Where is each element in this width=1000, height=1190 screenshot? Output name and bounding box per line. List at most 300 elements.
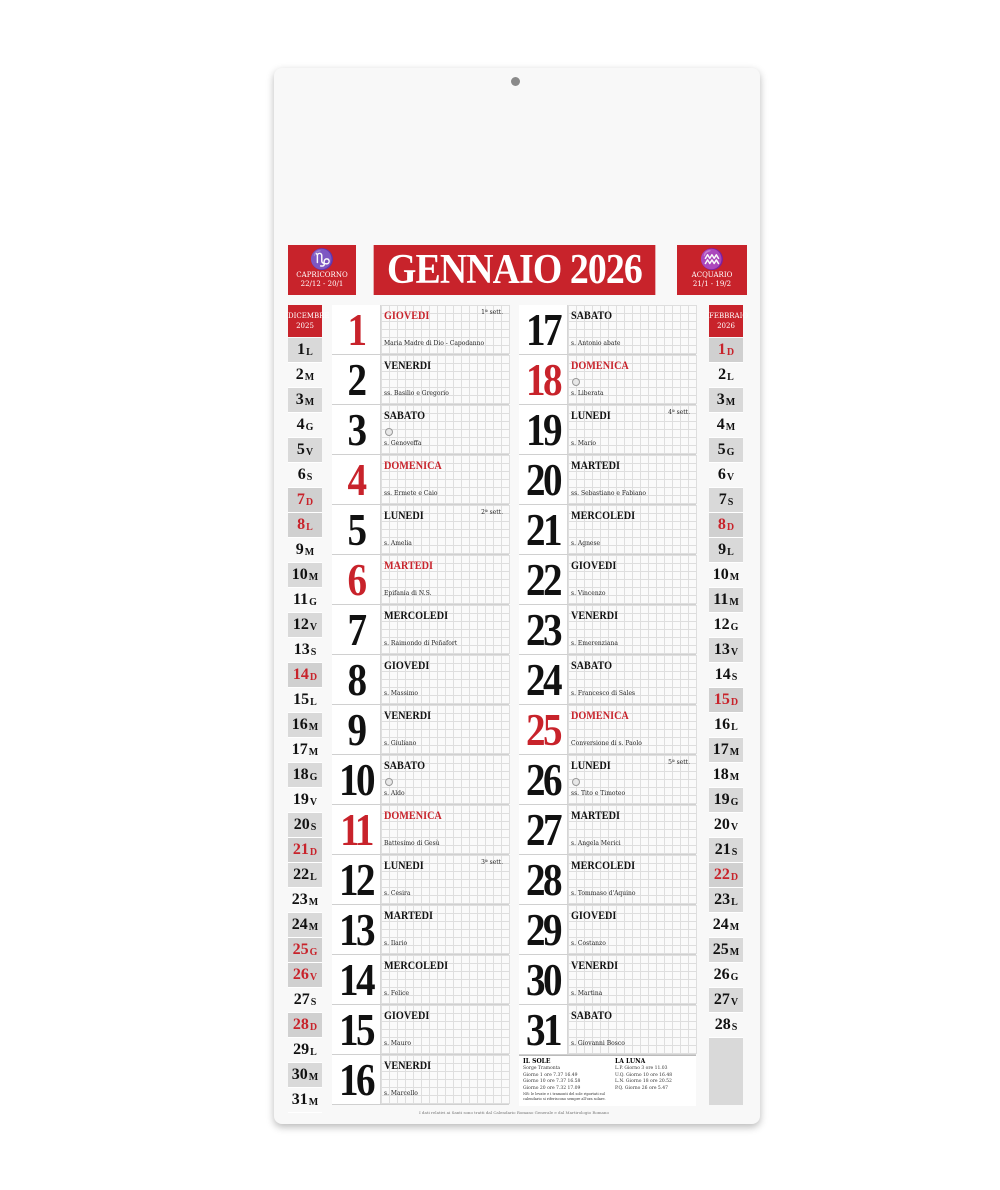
side-day-number: 14 [292,666,309,683]
moon-line: L.N. Giorno 18 ore 20.52 [615,1079,672,1084]
zodiac-right-dates: 21/1 - 19/2 [692,280,732,288]
week-number: 1ª sett. [481,309,503,316]
side-day-weekday: V [309,621,318,633]
zodiac-left [288,245,356,295]
side-day-number: 15 [713,691,730,708]
saint-name: s. Marcello [384,1090,418,1097]
side-day-item [709,513,743,538]
side-day-number: 31 [291,1091,308,1108]
side-day-number: 2 [718,366,727,383]
side-day-item [709,488,743,513]
side-day-weekday: L [310,696,317,708]
side-day-weekday: L [306,521,313,533]
side-day-item [288,1038,322,1063]
side-day-item [709,713,743,738]
side-day-number: 5 [296,441,305,458]
side-day-item [288,513,322,538]
day-number: 16 [339,1054,373,1105]
capricorn-icon: ♑ [309,247,335,271]
side-day-number: 11 [293,591,309,608]
side-day-item [709,613,743,638]
saint-name: s. Cesira [384,890,411,897]
side-day-weekday: L [727,371,734,383]
day-number: 18 [526,354,560,405]
day-number: 23 [526,604,560,655]
moon-phase-icon [385,428,393,436]
day-row [519,805,696,855]
day-row [519,905,696,955]
day-number: 22 [526,554,560,605]
side-day-item [709,813,743,838]
side-day-item [709,738,743,763]
saint-name: s. Liberata [571,390,604,397]
side-day-number: 12 [292,616,309,633]
side-day-number: 6 [717,466,726,483]
side-day-number: 24 [712,916,729,933]
side-day-weekday: D [726,346,735,358]
day-number: 19 [526,404,560,455]
day-name: SABATO [571,308,613,322]
day-row [519,605,696,655]
side-day-item [288,988,322,1013]
zodiac-right-name: ACQUARIO [691,271,733,279]
prev-month-year: 2025 [296,322,314,330]
side-day-item [709,538,743,563]
side-day-number: 26 [713,966,730,983]
day-number: 20 [526,454,560,505]
saint-name: s. Raimondo di Peñafort [384,640,458,647]
day-name: MARTEDI [384,908,433,922]
saint-name: s. Mario [571,440,597,447]
side-day-number: 12 [713,616,730,633]
moon-line: L.P. Giorno 3 ore 11.03 [615,1066,668,1071]
side-day-item [288,813,322,838]
day-row [332,905,509,955]
side-day-weekday: L [731,721,738,733]
moon-phase-icon [385,778,393,786]
saint-name: Epifania di N.S. [384,590,432,597]
day-name: GIOVEDI [384,658,430,672]
day-number: 13 [339,904,373,955]
side-day-weekday: M [729,596,739,608]
side-day-number: 13 [293,641,310,658]
day-number: 10 [339,754,373,805]
day-number: 15 [339,1004,373,1055]
side-day-weekday: M [308,1096,319,1108]
day-name: VENERDI [571,608,619,622]
days-column-2 [519,305,696,1055]
next-month-list [709,338,743,1038]
day-row [332,1005,509,1055]
side-day-item [709,438,743,463]
calendar-title: GENNAIO 2026 [374,245,656,295]
side-day-weekday: M [308,1071,319,1083]
side-day-item [288,538,322,563]
saint-name: s. Giovanni Bosco [571,1040,625,1047]
day-row [519,855,696,905]
side-day-item [288,863,322,888]
side-day-number: 21 [292,841,309,858]
saint-name: s. Costanzo [571,940,606,947]
day-name: DOMENICA [571,358,629,372]
side-day-weekday: M [308,721,319,733]
side-day-item [709,338,743,363]
side-day-number: 18 [712,766,729,783]
saint-name: s. Aldo [384,790,405,797]
day-number: 2 [347,354,365,405]
day-name: VENERDI [384,358,432,372]
day-name: VENERDI [384,708,432,722]
side-day-weekday: M [308,921,319,933]
day-row [519,405,696,455]
day-number: 25 [526,704,560,755]
side-day-weekday: M [729,746,740,758]
day-row [332,805,509,855]
side-day-number: 22 [713,866,730,883]
side-day-weekday: G [305,421,314,433]
side-day-weekday: L [731,896,738,908]
side-day-number: 25 [292,941,309,958]
saint-name: s. Genoveffa [384,440,422,447]
side-day-number: 28 [714,1016,731,1033]
day-number: 7 [347,604,365,655]
day-row [332,455,509,505]
day-name: MARTEDI [384,558,433,572]
saint-name: s. Martina [571,990,603,997]
sun-line: Giorno 20 ore 7.32 17.09 [523,1085,581,1091]
days-column-1 [332,305,509,1105]
side-day-item [709,413,743,438]
saint-name: s. Emerenziana [571,640,618,647]
day-row [332,305,509,355]
side-day-item [288,663,322,688]
side-day-item [288,938,322,963]
side-day-number: 17 [291,741,308,758]
saint-name: s. Angela Merici [571,840,621,847]
side-day-item [709,388,743,413]
side-day-number: 4 [296,416,305,433]
next-month-filler [709,1038,743,1105]
day-name: SABATO [571,658,613,672]
side-day-item [288,338,322,363]
side-day-number: 24 [291,916,308,933]
side-day-item [709,763,743,788]
day-number: 4 [347,454,365,505]
side-day-number: 23 [714,891,731,908]
day-row [519,505,696,555]
saint-name: ss. Sebastiano e Fabiano [571,490,647,497]
day-name: LUNEDI [384,508,424,522]
side-day-item [288,713,322,738]
side-day-number: 10 [712,566,729,583]
side-day-weekday: G [730,796,739,808]
day-number: 9 [347,704,365,755]
side-day-weekday: M [308,571,319,583]
day-name: LUNEDI [571,758,611,772]
side-day-item [288,613,322,638]
side-day-weekday: D [726,521,735,533]
day-name: GIOVEDI [571,558,617,572]
sun-moon-info [519,1055,696,1106]
side-day-item [709,563,743,588]
day-name: VENERDI [571,958,619,972]
day-row [332,1055,509,1105]
side-day-item [288,688,322,713]
week-number: 4ª sett. [668,409,690,416]
day-name: MERCOLEDI [571,858,636,872]
side-day-item [288,963,322,988]
side-day-weekday: M [304,396,315,408]
side-day-weekday: V [309,796,318,808]
sun-title: IL SOLE [523,1058,551,1065]
day-name: DOMENICA [384,458,442,472]
day-row [332,955,509,1005]
side-day-weekday: M [304,371,315,383]
side-day-item [288,913,322,938]
moon-line: U.Q. Giorno 10 ore 16.48 [615,1072,673,1078]
side-day-item [288,1013,322,1038]
day-row [332,705,509,755]
day-number: 27 [526,804,560,855]
saint-name: s. Ilario [384,940,408,947]
side-day-weekday: D [305,496,314,508]
side-day-item [709,638,743,663]
day-name: MERCOLEDI [571,508,636,522]
side-day-number: 16 [714,716,731,733]
side-day-number: 4 [716,416,725,433]
day-number: 30 [526,954,560,1005]
side-day-weekday: M [725,396,736,408]
side-day-weekday: L [306,346,313,358]
day-row [519,655,696,705]
saint-name: s. Massimo [384,690,418,697]
day-number: 3 [347,404,365,455]
side-day-number: 9 [718,541,727,558]
next-month-name: FEBBRAIO [709,312,749,320]
side-day-weekday: D [309,1021,318,1033]
saint-name: s. Antonio abate [571,340,621,347]
side-day-item [709,863,743,888]
day-row [519,955,696,1005]
side-day-number: 8 [717,516,726,533]
day-row [332,655,509,705]
side-day-weekday: D [309,846,318,858]
side-day-weekday: M [308,746,319,758]
side-day-weekday: D [730,871,739,883]
zodiac-right [677,245,747,295]
hanging-hole [511,77,520,86]
sun-note: NB: le levate e i tramonti del sole riportati sul calendario si riferiscono sempre all'ora solare. [523,1092,606,1101]
day-name: GIOVEDI [384,308,430,322]
day-number: 31 [526,1004,560,1055]
side-day-item [709,888,743,913]
day-number: 21 [526,504,560,555]
side-day-number: 9 [295,541,304,558]
side-day-item [288,488,322,513]
day-name: DOMENICA [384,808,442,822]
day-number: 8 [347,654,365,705]
side-day-number: 30 [291,1066,308,1083]
side-day-weekday: M [725,421,736,433]
side-day-weekday: D [730,696,739,708]
side-day-number: 1 [297,341,306,358]
saint-name: s. Francesco di Sales [571,690,636,697]
side-day-item [288,788,322,813]
side-day-item [709,663,743,688]
side-day-number: 13 [713,641,730,658]
prev-month-list [288,338,322,1113]
moon-title: LA LUNA [615,1058,646,1065]
side-day-weekday: V [730,821,739,833]
side-day-item [288,563,322,588]
side-day-item [709,963,743,988]
side-day-number: 5 [717,441,726,458]
side-day-weekday: M [729,946,740,958]
side-day-weekday: S [731,671,738,683]
side-day-number: 16 [291,716,308,733]
side-day-number: 28 [292,1016,309,1033]
side-day-number: 3 [716,391,725,408]
side-day-item [709,688,743,713]
side-day-weekday: M [304,546,315,558]
day-name: MERCOLEDI [384,958,449,972]
sun-header: Sorge Tramonta [523,1066,561,1071]
side-day-weekday: V [730,996,739,1008]
saint-name: ss. Ermete e Caio [384,490,438,497]
side-day-number: 11 [713,591,729,608]
side-day-item [709,588,743,613]
side-day-item [288,888,322,913]
side-day-item [709,463,743,488]
day-number: 5 [347,504,365,555]
side-day-number: 7 [296,491,305,508]
day-row [519,1005,696,1055]
side-day-number: 19 [713,791,730,808]
moon-phase-icon [572,778,580,786]
saint-name: s. Vincenzo [571,590,606,597]
side-day-number: 3 [295,391,304,408]
day-row [519,455,696,505]
side-day-weekday: L [310,871,317,883]
week-number: 3ª sett. [481,859,503,866]
day-number: 26 [526,754,560,805]
side-day-item [288,588,322,613]
zodiac-left-name: CAPRICORNO [296,271,348,279]
side-day-weekday: V [305,446,314,458]
day-number: 1 [347,304,365,355]
side-day-number: 20 [293,816,310,833]
side-day-item [288,838,322,863]
side-day-number: 25 [712,941,729,958]
side-day-item [709,838,743,863]
side-day-number: 27 [713,991,730,1008]
side-day-item [288,438,322,463]
saint-name: s. Amelia [384,540,412,547]
side-day-item [288,638,322,663]
side-day-item [288,363,322,388]
side-day-item [288,1088,322,1113]
moon-info [615,1058,695,1092]
side-day-weekday: L [727,546,734,558]
side-day-weekday: V [309,971,318,983]
side-day-weekday: G [309,946,318,958]
saint-name: ss. Basilio e Gregorio [384,390,449,397]
saint-name: ss. Tito e Timoteo [571,790,626,797]
side-day-weekday: V [730,646,739,658]
day-name: MARTEDI [571,808,620,822]
side-day-number: 26 [292,966,309,983]
side-day-weekday: M [729,921,740,933]
side-day-number: 27 [293,991,310,1008]
week-number: 2ª sett. [481,509,503,516]
side-day-item [709,788,743,813]
prev-month-header [288,305,330,337]
side-day-number: 21 [714,841,731,858]
day-name: VENERDI [384,1058,432,1072]
day-number: 24 [526,654,560,705]
side-day-item [288,738,322,763]
side-day-number: 29 [293,1041,310,1058]
side-day-number: 17 [712,741,729,758]
side-day-number: 20 [713,816,730,833]
side-day-weekday: G [730,971,739,983]
side-day-weekday: S [306,471,313,483]
day-row [519,355,696,405]
day-row [332,405,509,455]
side-day-weekday: M [308,896,319,908]
day-number: 29 [526,904,560,955]
day-name: SABATO [384,408,426,422]
side-day-item [288,388,322,413]
side-day-weekday: G [730,621,739,633]
side-day-weekday: S [310,996,317,1008]
day-name: MERCOLEDI [384,608,449,622]
side-day-number: 23 [291,891,308,908]
side-day-weekday: V [726,471,735,483]
saint-name: s. Agnese [571,540,601,547]
prev-month-name: DICEMBRE [288,312,330,320]
sun-info [523,1058,609,1101]
day-number: 12 [339,854,373,905]
side-day-number: 7 [718,491,727,508]
side-day-number: 8 [297,516,306,533]
side-day-number: 19 [292,791,309,808]
aquarius-icon: ♒ [699,247,725,271]
side-day-item [709,938,743,963]
footer-note: I dati relativi ai Santi sono tratti dal Calendario Romano Generale e dal Martirologio Romano [419,1110,609,1115]
saint-name: s. Giuliano [384,740,417,747]
saint-name: s. Felice [384,990,410,997]
side-day-weekday: G [309,596,317,608]
day-name: MARTEDI [571,458,620,472]
day-row [332,505,509,555]
saint-name: s. Mauro [384,1040,411,1047]
day-row [332,355,509,405]
side-day-number: 18 [292,766,309,783]
side-day-weekday: S [310,646,317,658]
day-row [519,555,696,605]
sun-line: Giorno 10 ore 7.37 16.58 [523,1079,581,1084]
side-day-number: 6 [297,466,306,483]
side-day-item [288,413,322,438]
saint-name: s. Tommaso d'Aquino [571,890,636,897]
side-day-item [709,1013,743,1038]
day-row [332,605,509,655]
day-number: 11 [340,804,372,855]
side-day-weekday: M [729,771,740,783]
side-day-number: 14 [714,666,731,683]
day-row [332,555,509,605]
